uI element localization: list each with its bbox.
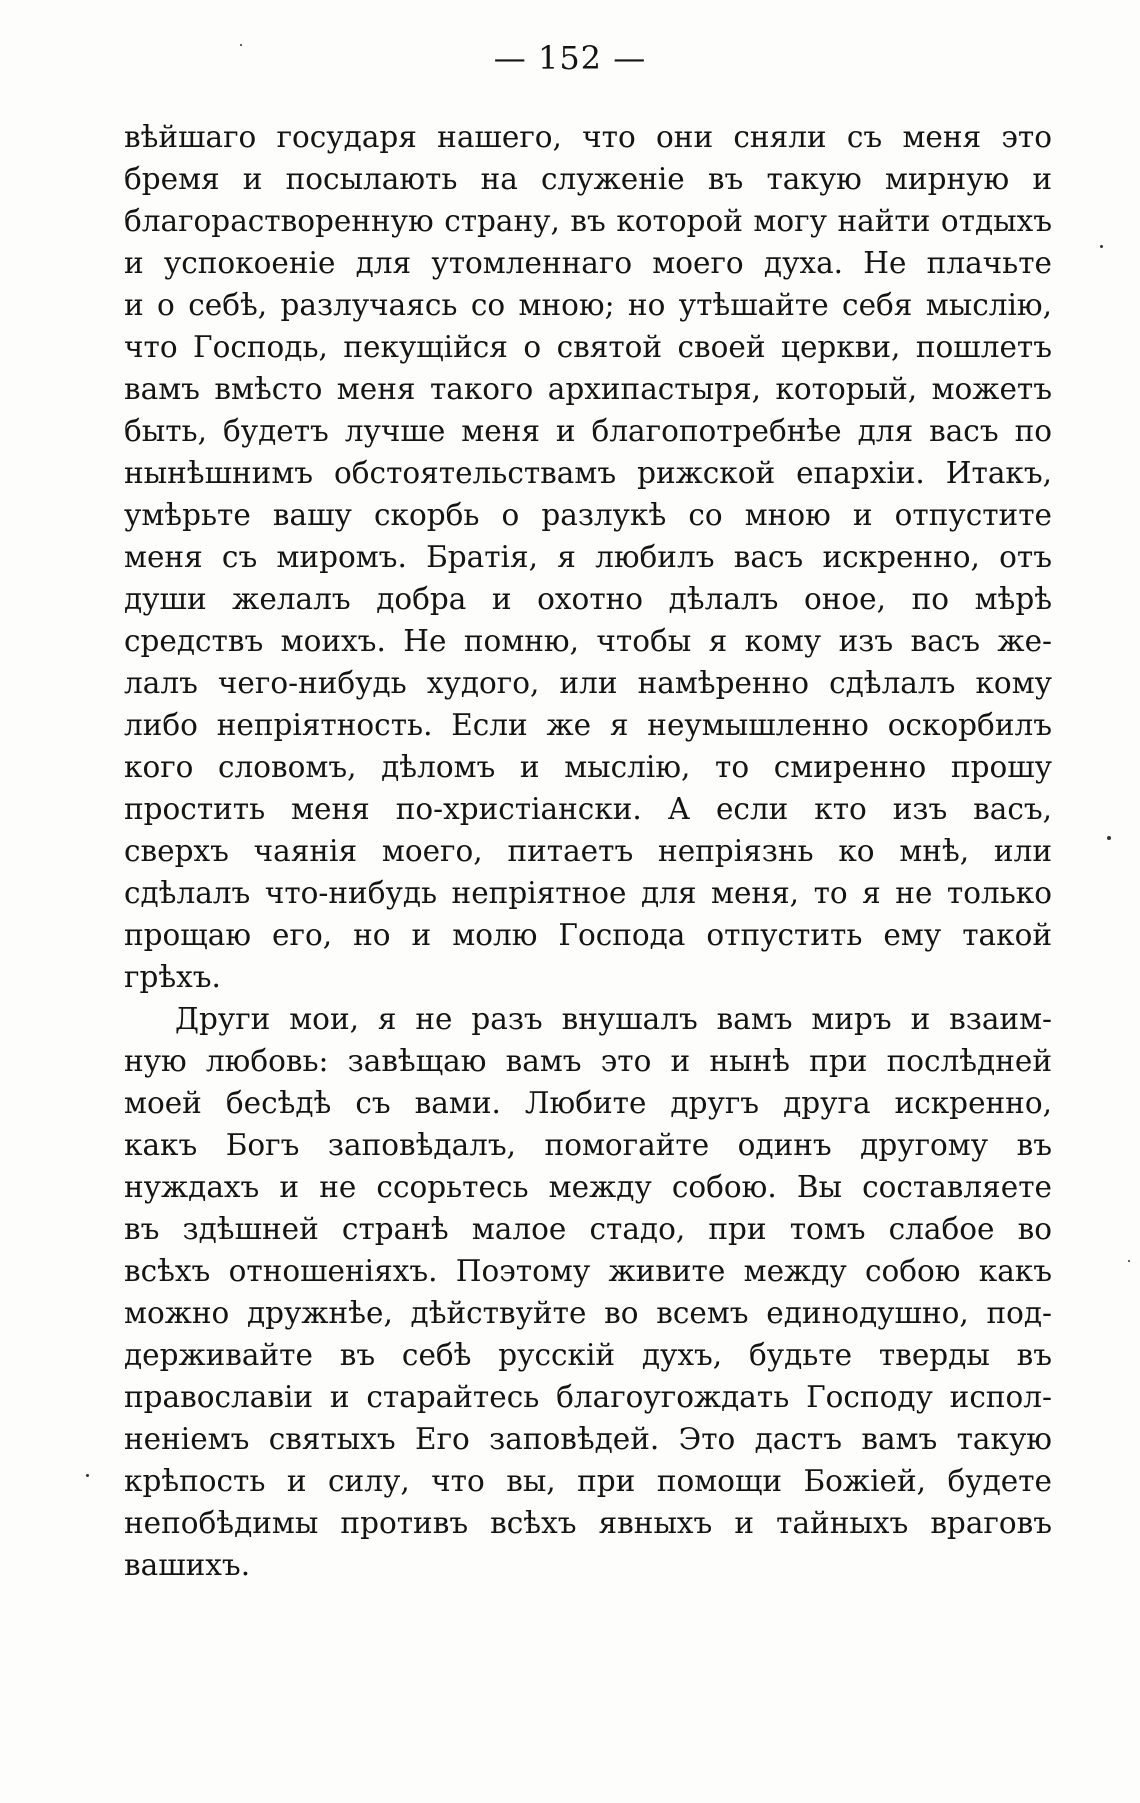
text-line: неніемъ святыхъ Его заповѣдей. Это дастъ вамъ такую bbox=[124, 1422, 1052, 1456]
paragraph-1 bbox=[124, 116, 1052, 998]
text-line: сдѣлалъ что-нибудь непріятное для меня, то я не только bbox=[124, 876, 1052, 910]
text-line: грѣхъ. bbox=[124, 960, 221, 994]
page-number: — 152 — bbox=[493, 39, 647, 77]
text-line: прощаю его, но и молю Господа отпустить ему такой bbox=[124, 918, 1052, 952]
text-line: и о себѣ, разлучаясь со мною; но утѣшайте себя мыслію, bbox=[124, 288, 1052, 322]
text-line: сверхъ чаянія моего, питаетъ непріязнь ко мнѣ, или bbox=[124, 834, 1052, 868]
text-line: благорастворенную страну, въ которой могу найти отдыхъ bbox=[124, 204, 1052, 238]
text-line: простить меня по-христіански. А если кто изъ васъ, bbox=[124, 792, 1052, 826]
text-line: души желалъ добра и охотно дѣлалъ оное, по мѣрѣ bbox=[124, 582, 1052, 616]
text-line: бремя и посылають на служеніе въ такую мирную и bbox=[124, 162, 1052, 196]
text-line: быть, будетъ лучше меня и благопотребнѣе для васъ по bbox=[124, 414, 1052, 448]
text-line: православіи и старайтесь благоугождать Господу испол- bbox=[124, 1380, 1052, 1414]
text-line: что Господь, пекущійся о святой своей церкви, пошлетъ bbox=[124, 330, 1052, 364]
text-line: либо непріятность. Если же я неумышленно оскорбилъ bbox=[124, 708, 1052, 742]
paragraph-2 bbox=[124, 998, 1052, 1586]
text-line: средствъ моихъ. Не помню, чтобы я кому изъ васъ же- bbox=[124, 624, 1052, 658]
scan-speck bbox=[86, 1474, 89, 1477]
text-line: непобѣдимы противъ всѣхъ явныхъ и тайныхъ враговъ bbox=[124, 1506, 1052, 1540]
text-line: нынѣшнимъ обстоятельствамъ рижской епархіи. Итакъ, bbox=[124, 456, 1052, 490]
text-line: и успокоеніе для утомленнаго моего духа. Не плачьте bbox=[124, 246, 1052, 280]
scan-speck bbox=[1100, 245, 1103, 248]
text-line: лалъ чего-нибудь худого, или намѣренно сдѣлалъ кому bbox=[124, 666, 1052, 700]
text-line: умѣрьте вашу скорбь о разлукѣ со мною и отпустите bbox=[124, 498, 1052, 532]
text-line: какъ Богъ заповѣдалъ, помогайте одинъ другому въ bbox=[124, 1128, 1052, 1162]
text-line: вашихъ. bbox=[124, 1548, 251, 1582]
scan-speck bbox=[1107, 836, 1111, 840]
text-line: вамъ вмѣсто меня такого архипастыря, который, можетъ bbox=[124, 372, 1052, 406]
text-line: крѣпость и силу, что вы, при помощи Божіей, будете bbox=[124, 1464, 1052, 1498]
text-line: Други мои, я не разъ внушалъ вамъ миръ и взаим- bbox=[175, 1002, 1052, 1036]
text-line: ную любовь: завѣщаю вамъ это и нынѣ при послѣдней bbox=[124, 1044, 1052, 1078]
text-line: держивайте въ себѣ русскій духъ, будьте тверды въ bbox=[124, 1338, 1052, 1372]
scan-speck bbox=[1128, 1260, 1130, 1262]
text-line: вѣйшаго государя нашего, что они сняли съ меня это bbox=[124, 120, 1052, 154]
text-line: моей бесѣдѣ съ вами. Любите другъ друга искренно, bbox=[124, 1086, 1052, 1120]
body-text bbox=[124, 116, 1052, 1586]
text-line: въ здѣшней странѣ малое стадо, при томъ слабое во bbox=[124, 1212, 1052, 1246]
text-line: нуждахъ и не ссорьтесь между собою. Вы составляете bbox=[124, 1170, 1052, 1204]
text-line: можно дружнѣе, дѣйствуйте во всемъ единодушно, под- bbox=[124, 1296, 1052, 1330]
text-line: всѣхъ отношеніяхъ. Поэтому живите между собою какъ bbox=[124, 1254, 1052, 1288]
text-line: кого словомъ, дѣломъ и мыслію, то смиренно прошу bbox=[124, 750, 1052, 784]
scan-speck bbox=[240, 44, 242, 46]
text-line: меня съ миромъ. Братія, я любилъ васъ искренно, отъ bbox=[124, 540, 1052, 574]
